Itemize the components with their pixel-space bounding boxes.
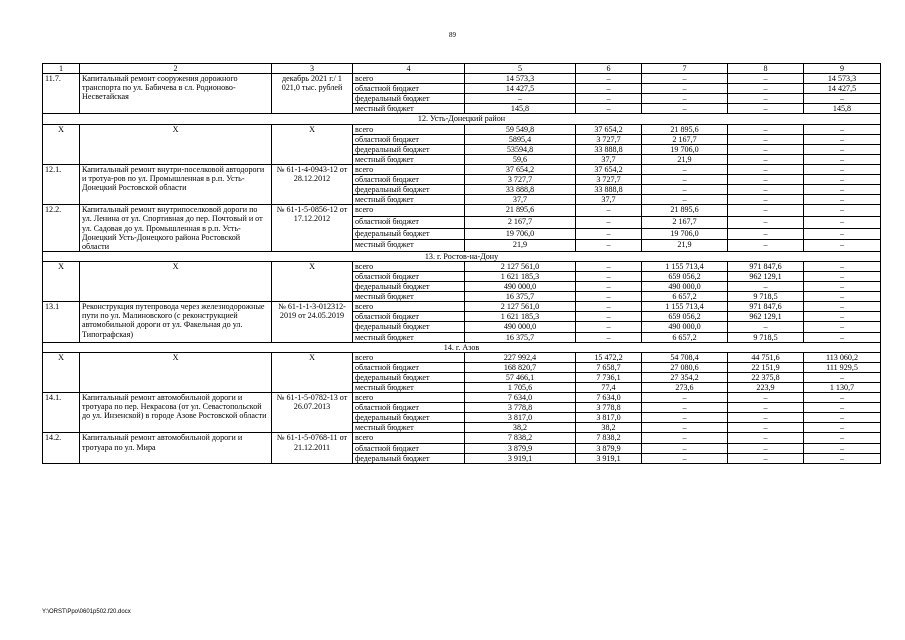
budget-type: всего bbox=[353, 352, 465, 362]
budget-type: всего bbox=[353, 261, 465, 271]
amount-cell: 145,8 bbox=[804, 104, 881, 114]
amount-cell: – bbox=[576, 271, 642, 281]
amount-cell: – bbox=[804, 164, 881, 174]
amount-cell: 37 654,2 bbox=[576, 124, 642, 134]
amount-cell: – bbox=[804, 144, 881, 154]
item-number: X bbox=[43, 124, 80, 164]
amount-cell: – bbox=[728, 423, 804, 433]
amount-cell: 111 929,5 bbox=[804, 362, 881, 372]
budget-type: федеральный бюджет bbox=[353, 282, 465, 292]
amount-cell: 14 573,3 bbox=[804, 74, 881, 84]
item-name: Реконструкция путепровода через железнодорожные пути по ул. Малиновского (с реконструкцией автомобильной дороги от ул. Факельная до ул. Типографская) bbox=[80, 302, 272, 342]
amount-cell: – bbox=[728, 195, 804, 205]
amount-cell: 19 706,0 bbox=[465, 228, 576, 240]
section-title: 14. г. Азов bbox=[43, 342, 881, 352]
amount-cell: – bbox=[728, 175, 804, 185]
amount-cell: 37,7 bbox=[576, 195, 642, 205]
amount-cell: – bbox=[728, 393, 804, 403]
amount-cell: – bbox=[804, 282, 881, 292]
section-row bbox=[43, 342, 881, 352]
amount-cell: 227 992,4 bbox=[465, 352, 576, 362]
amount-cell: 7 634,0 bbox=[576, 393, 642, 403]
amount-cell: – bbox=[642, 185, 728, 195]
table-row bbox=[43, 205, 881, 217]
amount-cell: – bbox=[576, 292, 642, 302]
amount-cell: 3 879,9 bbox=[465, 443, 576, 453]
amount-cell: – bbox=[642, 443, 728, 453]
amount-cell: – bbox=[728, 164, 804, 174]
table-row bbox=[43, 261, 881, 271]
budget-type: местный бюджет bbox=[353, 423, 465, 433]
amount-cell: 19 706,0 bbox=[642, 228, 728, 240]
amount-cell: 3 817,0 bbox=[576, 413, 642, 423]
table-row bbox=[43, 433, 881, 443]
amount-cell: – bbox=[804, 393, 881, 403]
amount-cell: – bbox=[576, 84, 642, 94]
column-header: 7 bbox=[642, 64, 728, 74]
item-number: X bbox=[43, 261, 80, 301]
budget-table bbox=[42, 63, 881, 464]
budget-type: всего bbox=[353, 393, 465, 403]
amount-cell: 33 888,8 bbox=[465, 185, 576, 195]
amount-cell: – bbox=[576, 302, 642, 312]
budget-type: всего bbox=[353, 74, 465, 84]
amount-cell: – bbox=[576, 240, 642, 252]
amount-cell: 962 129,1 bbox=[728, 312, 804, 322]
amount-cell: – bbox=[642, 403, 728, 413]
amount-cell: – bbox=[576, 205, 642, 217]
amount-cell: 3 919,1 bbox=[465, 453, 576, 463]
amount-cell: – bbox=[576, 312, 642, 322]
amount-cell: 22 375,8 bbox=[728, 372, 804, 382]
section-title: 13. г. Ростов-на-Дону bbox=[43, 251, 881, 261]
amount-cell: – bbox=[576, 228, 642, 240]
amount-cell: – bbox=[804, 271, 881, 281]
amount-cell: 15 472,2 bbox=[576, 352, 642, 362]
table-row bbox=[43, 74, 881, 84]
page-number: 89 bbox=[449, 31, 456, 39]
amount-cell: 168 820,7 bbox=[465, 362, 576, 372]
item-document: X bbox=[272, 352, 353, 392]
item-name: Капитальный ремонт автомобильной дороги и тротуара по пер. Некрасова (от ул. Севастопольской до ул. Инзенской) в городе Азове Ростовской области bbox=[80, 393, 272, 433]
amount-cell: 273,6 bbox=[642, 383, 728, 393]
budget-type: местный бюджет bbox=[353, 104, 465, 114]
budget-type: местный бюджет bbox=[353, 240, 465, 252]
table-row bbox=[43, 124, 881, 134]
amount-cell: – bbox=[728, 104, 804, 114]
amount-cell: 77,4 bbox=[576, 383, 642, 393]
amount-cell: 37,7 bbox=[465, 195, 576, 205]
amount-cell: 5895,4 bbox=[465, 134, 576, 144]
amount-cell: 3 879,9 bbox=[576, 443, 642, 453]
amount-cell: – bbox=[465, 94, 576, 104]
amount-cell: – bbox=[804, 413, 881, 423]
amount-cell: 21 895,6 bbox=[465, 205, 576, 217]
amount-cell: 2 167,7 bbox=[642, 216, 728, 228]
item-name: Капитальный ремонт внутри-поселковой автодороги и тротуа-ров по ул. Промышленная в р.п. Усть-Донецкий Ростовской области bbox=[80, 164, 272, 204]
amount-cell: 16 375,7 bbox=[465, 332, 576, 342]
budget-type: областной бюджет bbox=[353, 312, 465, 322]
column-header-row bbox=[43, 64, 881, 74]
item-number: 13.1 bbox=[43, 302, 80, 342]
amount-cell: – bbox=[804, 403, 881, 413]
amount-cell: – bbox=[804, 175, 881, 185]
amount-cell: – bbox=[642, 453, 728, 463]
table-row bbox=[43, 352, 881, 362]
amount-cell: 22 151,9 bbox=[728, 362, 804, 372]
amount-cell: 7 838,2 bbox=[465, 433, 576, 443]
amount-cell: – bbox=[576, 261, 642, 271]
amount-cell: 2 167,7 bbox=[642, 134, 728, 144]
amount-cell: 54 708,4 bbox=[642, 352, 728, 362]
amount-cell: 21,9 bbox=[465, 240, 576, 252]
section-row bbox=[43, 251, 881, 261]
column-header: 5 bbox=[465, 64, 576, 74]
item-document: № 61-1-5-0782-13 от 26.07.2013 bbox=[272, 393, 353, 433]
amount-cell: 9 718,5 bbox=[728, 292, 804, 302]
amount-cell: – bbox=[728, 74, 804, 84]
budget-type: федеральный бюджет bbox=[353, 185, 465, 195]
amount-cell: – bbox=[728, 124, 804, 134]
item-document: № 61-1-1-3-012312-2019 от 24.05.2019 bbox=[272, 302, 353, 342]
amount-cell: 1 130,7 bbox=[804, 383, 881, 393]
amount-cell: 21 895,6 bbox=[642, 124, 728, 134]
table-row bbox=[43, 393, 881, 403]
item-number: X bbox=[43, 352, 80, 392]
amount-cell: 490 000,0 bbox=[642, 282, 728, 292]
amount-cell: – bbox=[804, 312, 881, 322]
amount-cell: 1 155 713,4 bbox=[642, 302, 728, 312]
amount-cell: 38,2 bbox=[576, 423, 642, 433]
item-document: № 61-1-5-0768-11 от 21.12.2011 bbox=[272, 433, 353, 463]
column-header: 8 bbox=[728, 64, 804, 74]
amount-cell: 14 427,5 bbox=[804, 84, 881, 94]
budget-type: всего bbox=[353, 205, 465, 217]
amount-cell: – bbox=[728, 240, 804, 252]
amount-cell: 971 847,6 bbox=[728, 261, 804, 271]
amount-cell: 7 736,1 bbox=[576, 372, 642, 382]
amount-cell: 33 888,8 bbox=[576, 144, 642, 154]
column-header: 3 bbox=[272, 64, 353, 74]
amount-cell: 44 751,6 bbox=[728, 352, 804, 362]
amount-cell: 659 056,2 bbox=[642, 271, 728, 281]
budget-type: местный бюджет bbox=[353, 195, 465, 205]
amount-cell: – bbox=[642, 104, 728, 114]
column-header: 2 bbox=[80, 64, 272, 74]
amount-cell: 2 127 561,0 bbox=[465, 261, 576, 271]
amount-cell: 37,7 bbox=[576, 154, 642, 164]
amount-cell: – bbox=[804, 134, 881, 144]
amount-cell: – bbox=[642, 195, 728, 205]
column-header: 1 bbox=[43, 64, 80, 74]
item-document: X bbox=[272, 124, 353, 164]
budget-type: всего bbox=[353, 164, 465, 174]
budget-type: федеральный бюджет bbox=[353, 228, 465, 240]
amount-cell: – bbox=[728, 453, 804, 463]
amount-cell: – bbox=[728, 413, 804, 423]
amount-cell: – bbox=[576, 216, 642, 228]
item-number: 14.2. bbox=[43, 433, 80, 463]
amount-cell: 3 817,0 bbox=[465, 413, 576, 423]
amount-cell: – bbox=[728, 134, 804, 144]
amount-cell: 2 127 561,0 bbox=[465, 302, 576, 312]
amount-cell: – bbox=[728, 94, 804, 104]
budget-type: федеральный бюджет bbox=[353, 322, 465, 332]
amount-cell: 3 727,7 bbox=[576, 134, 642, 144]
amount-cell: – bbox=[642, 413, 728, 423]
amount-cell: 27 080,6 bbox=[642, 362, 728, 372]
amount-cell: – bbox=[576, 104, 642, 114]
amount-cell: – bbox=[804, 228, 881, 240]
amount-cell: – bbox=[804, 205, 881, 217]
amount-cell: 57 466,1 bbox=[465, 372, 576, 382]
amount-cell: – bbox=[804, 443, 881, 453]
amount-cell: – bbox=[728, 433, 804, 443]
amount-cell: – bbox=[576, 332, 642, 342]
amount-cell: 7 634,0 bbox=[465, 393, 576, 403]
budget-type: областной бюджет bbox=[353, 216, 465, 228]
amount-cell: – bbox=[728, 205, 804, 217]
item-number: 12.2. bbox=[43, 205, 80, 251]
amount-cell: 490 000,0 bbox=[465, 282, 576, 292]
amount-cell: – bbox=[804, 372, 881, 382]
amount-cell: – bbox=[728, 403, 804, 413]
amount-cell: 37 654,2 bbox=[576, 164, 642, 174]
budget-type: федеральный бюджет bbox=[353, 94, 465, 104]
item-document: X bbox=[272, 261, 353, 301]
column-header: 4 bbox=[353, 64, 465, 74]
amount-cell: – bbox=[728, 154, 804, 164]
amount-cell: 6 657,2 bbox=[642, 332, 728, 342]
amount-cell: 7 838,2 bbox=[576, 433, 642, 443]
amount-cell: – bbox=[804, 216, 881, 228]
amount-cell: – bbox=[728, 84, 804, 94]
amount-cell: 490 000,0 bbox=[465, 322, 576, 332]
amount-cell: – bbox=[804, 195, 881, 205]
item-name: X bbox=[80, 261, 272, 301]
amount-cell: – bbox=[642, 94, 728, 104]
amount-cell: 3 919,1 bbox=[576, 453, 642, 463]
amount-cell: 113 060,2 bbox=[804, 352, 881, 362]
amount-cell: 1 155 713,4 bbox=[642, 261, 728, 271]
amount-cell: – bbox=[576, 322, 642, 332]
budget-type: областной бюджет bbox=[353, 362, 465, 372]
item-name: X bbox=[80, 352, 272, 392]
amount-cell: 37 654,2 bbox=[465, 164, 576, 174]
amount-cell: 3 778,8 bbox=[465, 403, 576, 413]
amount-cell: 16 375,7 bbox=[465, 292, 576, 302]
table-row bbox=[43, 302, 881, 312]
amount-cell: – bbox=[576, 94, 642, 104]
amount-cell: – bbox=[804, 433, 881, 443]
budget-type: областной бюджет bbox=[353, 134, 465, 144]
amount-cell: – bbox=[804, 332, 881, 342]
amount-cell: 1 621 185,3 bbox=[465, 312, 576, 322]
amount-cell: 21,9 bbox=[642, 240, 728, 252]
budget-type: федеральный бюджет bbox=[353, 413, 465, 423]
item-document: № 61-1-4-0943-12 от 28.12.2012 bbox=[272, 164, 353, 204]
amount-cell: 145,8 bbox=[465, 104, 576, 114]
amount-cell: 2 167,7 bbox=[465, 216, 576, 228]
budget-type: областной бюджет bbox=[353, 175, 465, 185]
amount-cell: 962 129,1 bbox=[728, 271, 804, 281]
item-document: № 61-1-5-0856-12 от 17.12.2012 bbox=[272, 205, 353, 251]
amount-cell: 7 658,7 bbox=[576, 362, 642, 372]
item-number: 12.1. bbox=[43, 164, 80, 204]
amount-cell: – bbox=[642, 423, 728, 433]
budget-type: федеральный бюджет bbox=[353, 372, 465, 382]
amount-cell: – bbox=[642, 84, 728, 94]
amount-cell: – bbox=[804, 423, 881, 433]
amount-cell: 490 000,0 bbox=[642, 322, 728, 332]
amount-cell: – bbox=[728, 443, 804, 453]
budget-type: федеральный бюджет bbox=[353, 144, 465, 154]
budget-type: всего bbox=[353, 433, 465, 443]
budget-type: всего bbox=[353, 302, 465, 312]
amount-cell: – bbox=[804, 94, 881, 104]
column-header: 9 bbox=[804, 64, 881, 74]
amount-cell: – bbox=[728, 144, 804, 154]
amount-cell: – bbox=[642, 393, 728, 403]
amount-cell: 3 727,7 bbox=[576, 175, 642, 185]
amount-cell: 14 573,3 bbox=[465, 74, 576, 84]
budget-type: местный бюджет bbox=[353, 292, 465, 302]
amount-cell: 1 705,6 bbox=[465, 383, 576, 393]
item-name: X bbox=[80, 124, 272, 164]
amount-cell: 1 621 185,3 bbox=[465, 271, 576, 281]
amount-cell: – bbox=[576, 282, 642, 292]
amount-cell: 33 888,8 bbox=[576, 185, 642, 195]
amount-cell: 21 895,6 bbox=[642, 205, 728, 217]
amount-cell: 971 847,6 bbox=[728, 302, 804, 312]
amount-cell: – bbox=[804, 261, 881, 271]
amount-cell: 53594,8 bbox=[465, 144, 576, 154]
budget-type: всего bbox=[353, 124, 465, 134]
item-number: 14.1. bbox=[43, 393, 80, 433]
amount-cell: – bbox=[804, 322, 881, 332]
amount-cell: 223,9 bbox=[728, 383, 804, 393]
amount-cell: – bbox=[804, 302, 881, 312]
amount-cell: – bbox=[642, 164, 728, 174]
amount-cell: 21,9 bbox=[642, 154, 728, 164]
section-title: 12. Усть-Донецкий район bbox=[43, 114, 881, 124]
table-row bbox=[43, 164, 881, 174]
budget-type: областной бюджет bbox=[353, 271, 465, 281]
amount-cell: 3 778,8 bbox=[576, 403, 642, 413]
amount-cell: – bbox=[728, 228, 804, 240]
amount-cell: – bbox=[804, 154, 881, 164]
amount-cell: – bbox=[728, 216, 804, 228]
amount-cell: – bbox=[642, 74, 728, 84]
amount-cell: 6 657,2 bbox=[642, 292, 728, 302]
budget-type: федеральный бюджет bbox=[353, 453, 465, 463]
column-header: 6 bbox=[576, 64, 642, 74]
amount-cell: – bbox=[804, 453, 881, 463]
section-row bbox=[43, 114, 881, 124]
amount-cell: 27 354,2 bbox=[642, 372, 728, 382]
file-path-footer: Y:\ORST\Ppo\0601p502.f20.docx bbox=[42, 609, 131, 615]
item-document: декабрь 2021 г./ 1 021,0 тыс. рублей bbox=[272, 74, 353, 114]
budget-type: областной бюджет bbox=[353, 84, 465, 94]
amount-cell: – bbox=[804, 240, 881, 252]
budget-type: местный бюджет bbox=[353, 332, 465, 342]
item-number: 11.7. bbox=[43, 74, 80, 114]
amount-cell: 38,2 bbox=[465, 423, 576, 433]
amount-cell: 3 727,7 bbox=[465, 175, 576, 185]
amount-cell: 59,6 bbox=[465, 154, 576, 164]
amount-cell: 659 056,2 bbox=[642, 312, 728, 322]
amount-cell: – bbox=[642, 433, 728, 443]
item-name: Капитальный ремонт автомобильной дороги и тротуара по ул. Мира bbox=[80, 433, 272, 463]
table-body bbox=[43, 64, 881, 464]
amount-cell: 14 427,5 bbox=[465, 84, 576, 94]
amount-cell: 59 549,8 bbox=[465, 124, 576, 134]
item-name: Капитальный ремонт сооружения дорожного транспорта по ул. Бабичева в сл. Родионово-Несветайская bbox=[80, 74, 272, 114]
budget-type: местный бюджет bbox=[353, 154, 465, 164]
amount-cell: – bbox=[804, 292, 881, 302]
amount-cell: – bbox=[804, 124, 881, 134]
amount-cell: 9 718,5 bbox=[728, 332, 804, 342]
amount-cell: – bbox=[728, 282, 804, 292]
amount-cell: – bbox=[804, 185, 881, 195]
item-name: Капитальный ремонт внутрипоселковой дороги по ул. Ленина от ул. Спортивная до пер. Почтовый и от ул. Садовая до ул. Промышленная в р.п. Усть-Донецкий Усть-Донецкого района Ростовской области bbox=[80, 205, 272, 251]
budget-type: областной бюджет bbox=[353, 403, 465, 413]
amount-cell: 19 706,0 bbox=[642, 144, 728, 154]
budget-type: областной бюджет bbox=[353, 443, 465, 453]
budget-type: местный бюджет bbox=[353, 383, 465, 393]
amount-cell: – bbox=[642, 175, 728, 185]
amount-cell: – bbox=[728, 322, 804, 332]
amount-cell: – bbox=[728, 185, 804, 195]
amount-cell: – bbox=[576, 74, 642, 84]
